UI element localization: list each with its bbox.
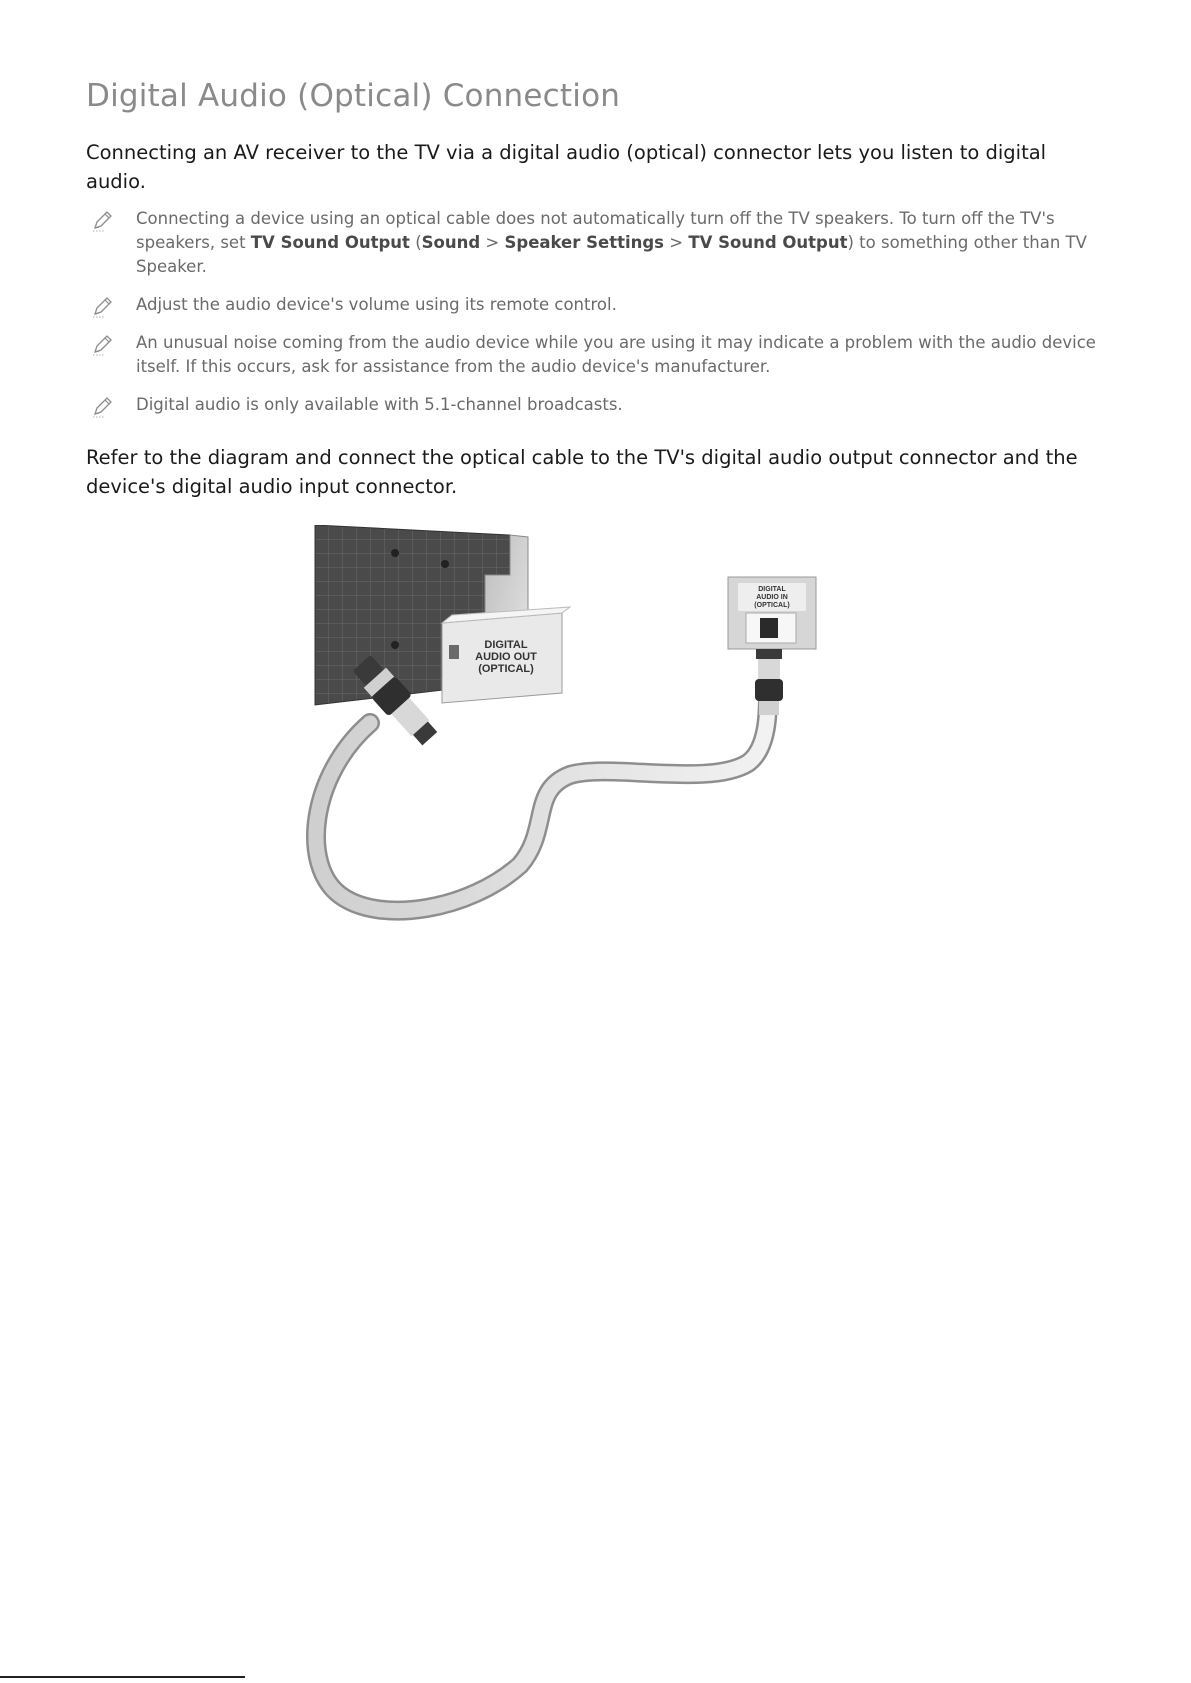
- note-text-sep: >: [664, 233, 689, 252]
- bold-sound: Sound: [421, 233, 481, 252]
- note-text-sep: >: [480, 233, 505, 252]
- tv-port-label-line1: DIGITAL: [484, 639, 528, 651]
- intro-paragraph: Connecting an AV receiver to the TV via a digital audio (optical) connector lets you listen to digital audio.: [86, 141, 1047, 193]
- note-text: Digital audio is only available with 5.1-channel broadcasts.: [136, 395, 623, 414]
- note-item: [86, 393, 1116, 417]
- note-text-pre: Connecting a device using an optical cable does not automatically turn off the TV speakers. To turn off the TV's speakers, set: [136, 209, 1055, 252]
- tv-optical-out-port: [442, 607, 570, 703]
- page-title: Digital Audio (Optical) Connection: [86, 78, 621, 114]
- bold-tv-sound-output-2: TV Sound Output: [688, 233, 848, 252]
- device-port-label-line2: AUDIO IN: [756, 594, 788, 601]
- tv-port-label-line3: (OPTICAL): [478, 663, 534, 675]
- footer-rule: [0, 1676, 245, 1678]
- pencil-icon: [90, 331, 116, 357]
- note-text-mid: (: [409, 233, 422, 252]
- refer-paragraph: Refer to the diagram and connect the optical cable to the TV's digital audio output connector and the device's digital audio input connector.: [86, 446, 1078, 498]
- note-text: An unusual noise coming from the audio device while you are using it may indicate a problem with the audio device itself. If this occurs, ask for assistance from the audio device's manufacturer.: [136, 333, 1096, 376]
- device-port-label-line1: DIGITAL: [758, 586, 786, 593]
- note-text: Adjust the audio device's volume using its remote control.: [136, 295, 617, 314]
- note-item: [86, 331, 1116, 379]
- optical-cable: [316, 685, 768, 911]
- device-side-plug: [755, 649, 783, 715]
- connection-diagram: [300, 525, 900, 950]
- notes-list: [86, 207, 1116, 431]
- pencil-icon: [90, 293, 116, 319]
- note-item: [86, 207, 1116, 279]
- bold-tv-sound-output: TV Sound Output: [250, 233, 410, 252]
- device-port-label-line3: (OPTICAL): [754, 602, 790, 609]
- note-text-post: ) to something other than TV Speaker.: [136, 233, 1087, 276]
- bold-speaker-settings: Speaker Settings: [504, 233, 665, 252]
- device-optical-in-port: [728, 577, 816, 649]
- pencil-icon: [90, 393, 116, 419]
- note-item: [86, 293, 1116, 317]
- tv-port-label-line2: AUDIO OUT: [475, 651, 537, 663]
- pencil-icon: [90, 207, 116, 233]
